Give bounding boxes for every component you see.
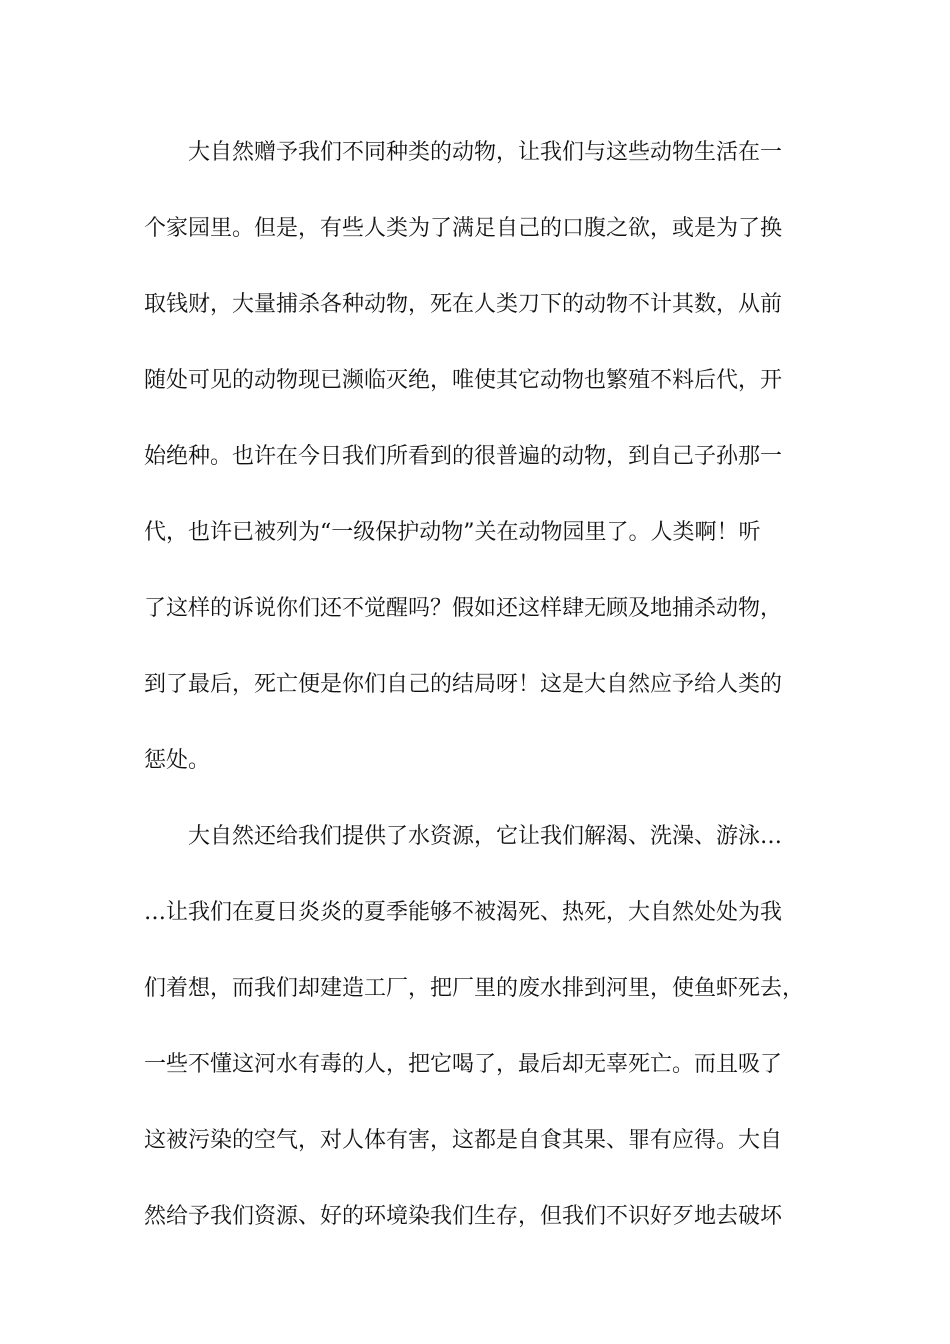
paragraph-2-line-1: 大自然还给我们提供了水资源，它让我们解渴、洗澡、游泳… [188,824,783,849]
paragraph-1-line-4: 随处可见的动物现已濒临灭绝，唯使其它动物也繁殖不料后代，开 [144,368,783,393]
paragraph-1-line-8: 到了最后，死亡便是你们自己的结局呀！这是大自然应予给人类的 [144,672,783,697]
paragraph-1-line-5: 始绝种。也许在今日我们所看到的很普遍的动物，到自己子孙那一 [144,444,783,469]
paragraph-2-line-5: 这被污染的空气，对人体有害，这都是自食其果、罪有应得。大自 [144,1128,783,1153]
paragraph-2-line-4: 一些不懂这河水有毒的人，把它喝了，最后却无辜死亡。而且吸了 [144,1052,783,1077]
paragraph-1-line-2: 个家园里。但是，有些人类为了满足自己的口腹之欲，或是为了换 [144,216,783,241]
paragraph-1-line-6: 代，也许已被列为“一级保护动物”关在动物园里了。人类啊！听 [144,520,761,545]
paragraph-1-line-1: 大自然赠予我们不同种类的动物，让我们与这些动物生活在一 [188,140,783,165]
paragraph-1-line-9: 惩处。 [144,748,211,773]
paragraph-1-line-7: 了这样的诉说你们还不觉醒吗？假如还这样肆无顾及地捕杀动物， [144,596,783,621]
paragraph-2-line-3: 们着想，而我们却建造工厂，把厂里的废水排到河里，使鱼虾死去， [144,976,805,1001]
paragraph-2-line-6: 然给予我们资源、好的环境染我们生存，但我们不识好歹地去破坏 [144,1204,783,1229]
paragraph-2-line-2: …让我们在夏日炎炎的夏季能够不被渴死、热死，大自然处处为我 [144,900,783,925]
paragraph-1-line-3: 取钱财，大量捕杀各种动物，死在人类刀下的动物不计其数，从前 [144,292,783,317]
article-body [144,131,824,1271]
